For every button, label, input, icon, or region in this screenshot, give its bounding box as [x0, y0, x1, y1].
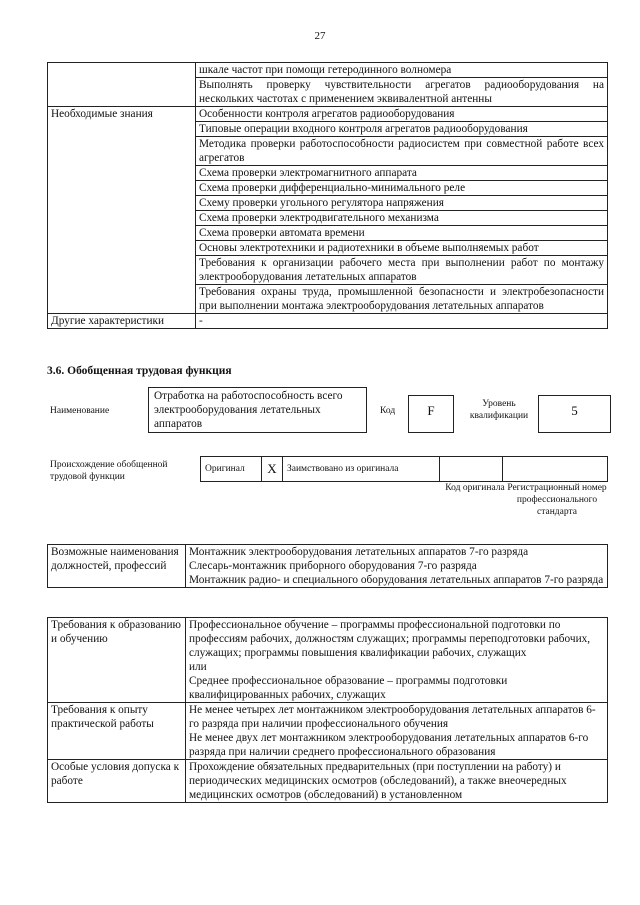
knowledge-row-label [48, 285, 196, 314]
knowledge-row [48, 241, 608, 256]
knowledge-row-text: Типовые операции входного контроля агрегатов радиооборудования [196, 122, 608, 137]
knowledge-row-label: Необходимые знания [48, 107, 196, 122]
requirement-text [186, 703, 608, 760]
positions-label: Возможные наименования должностей, профессий [48, 545, 186, 588]
origin-label: Происхождение обобщенной трудовой функции [50, 460, 168, 482]
requirement-paragraph: Среднее профессиональное образование – программы подготовки квалифицированных рабочих, служащих [189, 675, 508, 701]
knowledge-row-label [48, 226, 196, 241]
knowledge-row [48, 122, 608, 137]
requirement-paragraph: Профессиональное обучение – программы профессиональной подготовки по профессиям рабочих, должностям служащих; программы переподготовки рабочих, служащих; программы повышения квалификации рабочих, служащих [189, 619, 591, 659]
requirements-table [47, 617, 608, 803]
requirement-row [48, 618, 608, 703]
knowledge-row [48, 196, 608, 211]
knowledge-row-text: Требования охраны труда, промышленной безопасности и электробезопасности при выполнении монтажа электрооборудования летательных аппаратов [196, 285, 608, 314]
origin-reg-cell [503, 457, 608, 482]
function-name-value: Отработка на работоспособность всего электрооборудования летательных аппаратов [148, 387, 367, 433]
knowledge-row-text: Основы электротехники и радиотехники в объеме выполняемых работ [196, 241, 608, 256]
knowledge-row-label [48, 63, 196, 78]
requirement-paragraph: или [189, 661, 207, 673]
knowledge-table [47, 62, 608, 329]
origin-mark: X [262, 457, 283, 482]
origin-borrowed-label: Заимствовано из оригинала [283, 457, 440, 482]
requirement-text [186, 618, 608, 703]
knowledge-row-label [48, 256, 196, 285]
reg-number-caption: Регистрационный номер профессионального стандарта [507, 483, 607, 517]
knowledge-row-text: Схема проверки электромагнитного аппарата [196, 166, 608, 181]
knowledge-row-label [48, 137, 196, 166]
origin-code-cell [440, 457, 503, 482]
position-item: Монтажник электрооборудования летательных аппаратов 7-го разряда [189, 546, 529, 558]
knowledge-row [48, 211, 608, 226]
knowledge-row [48, 63, 608, 78]
code-value: F [408, 395, 454, 433]
requirement-paragraph: Не менее двух лет монтажником электрооборудования летательных аппаратов 6-го разряда при наличии среднего профессионального образования [189, 732, 589, 758]
knowledge-row-text: Требования к организации рабочего места при выполнении работ по монтажу электрооборудования летательных аппаратов [196, 256, 608, 285]
knowledge-row-text: Схема проверки дифференциально-минимального реле [196, 181, 608, 196]
positions-table [47, 544, 608, 588]
position-item: Монтажник радио- и специального оборудования летательных аппаратов 7-го разряда [189, 574, 604, 586]
knowledge-row-label [48, 78, 196, 107]
code-original-caption: Код оригинала [445, 483, 505, 493]
origin-original-label: Оригинал [201, 457, 262, 482]
requirement-row [48, 703, 608, 760]
knowledge-row-label [48, 122, 196, 137]
positions-list [186, 545, 608, 588]
requirement-label: Особые условия допуска к работе [48, 760, 186, 803]
knowledge-row-label [48, 181, 196, 196]
knowledge-row [48, 181, 608, 196]
knowledge-row-label [48, 241, 196, 256]
position-item: Слесарь-монтажник приборного оборудования 7-го разряда [189, 560, 477, 572]
name-label: Наименование [50, 406, 110, 416]
knowledge-row-text: - [196, 314, 608, 329]
requirement-text [186, 760, 608, 803]
knowledge-row [48, 137, 608, 166]
knowledge-row-text: Выполнять проверку чувствительности агрегатов радиооборудования на нескольких частотах с применением эквивалентной антенны [196, 78, 608, 107]
knowledge-row-text: шкале частот при помощи гетеродинного волномера [196, 63, 608, 78]
knowledge-row [48, 226, 608, 241]
level-label: Уровень квалификации [469, 399, 529, 421]
knowledge-row-text: Особенности контроля агрегатов радиооборудования [196, 107, 608, 122]
knowledge-row [48, 166, 608, 181]
requirement-paragraph: Не менее четырех лет монтажником электрооборудования летательных аппаратов 6-го разряда при наличии профессионального обучения [189, 704, 596, 730]
knowledge-row [48, 314, 608, 329]
knowledge-row-label: Другие характеристики [48, 314, 196, 329]
knowledge-row-label [48, 196, 196, 211]
requirement-row [48, 760, 608, 803]
knowledge-row-label [48, 166, 196, 181]
code-label: Код [380, 406, 396, 416]
requirement-label: Требования к образованию и обучению [48, 618, 186, 703]
knowledge-row-label [48, 211, 196, 226]
requirement-paragraph: Прохождение обязательных предварительных (при поступлении на работу) и периодических медицинских осмотров (обследований), а также внеочередных медицинских осмотров (обследований) в установленном [189, 761, 567, 801]
knowledge-row-text: Методика проверки работоспособности радиосистем при совместной работе всех агрегатов [196, 137, 608, 166]
level-value: 5 [538, 395, 611, 433]
knowledge-row [48, 107, 608, 122]
knowledge-row-text: Схему проверки угольного регулятора напряжения [196, 196, 608, 211]
knowledge-row [48, 285, 608, 314]
origin-table [200, 456, 608, 482]
knowledge-row [48, 78, 608, 107]
knowledge-row [48, 256, 608, 285]
page-number: 27 [314, 30, 326, 42]
section-title: 3.6. Обобщенная трудовая функция [47, 365, 232, 377]
requirement-label: Требования к опыту практической работы [48, 703, 186, 760]
knowledge-row-text: Схема проверки электродвигательного механизма [196, 211, 608, 226]
knowledge-row-text: Схема проверки автомата времени [196, 226, 608, 241]
